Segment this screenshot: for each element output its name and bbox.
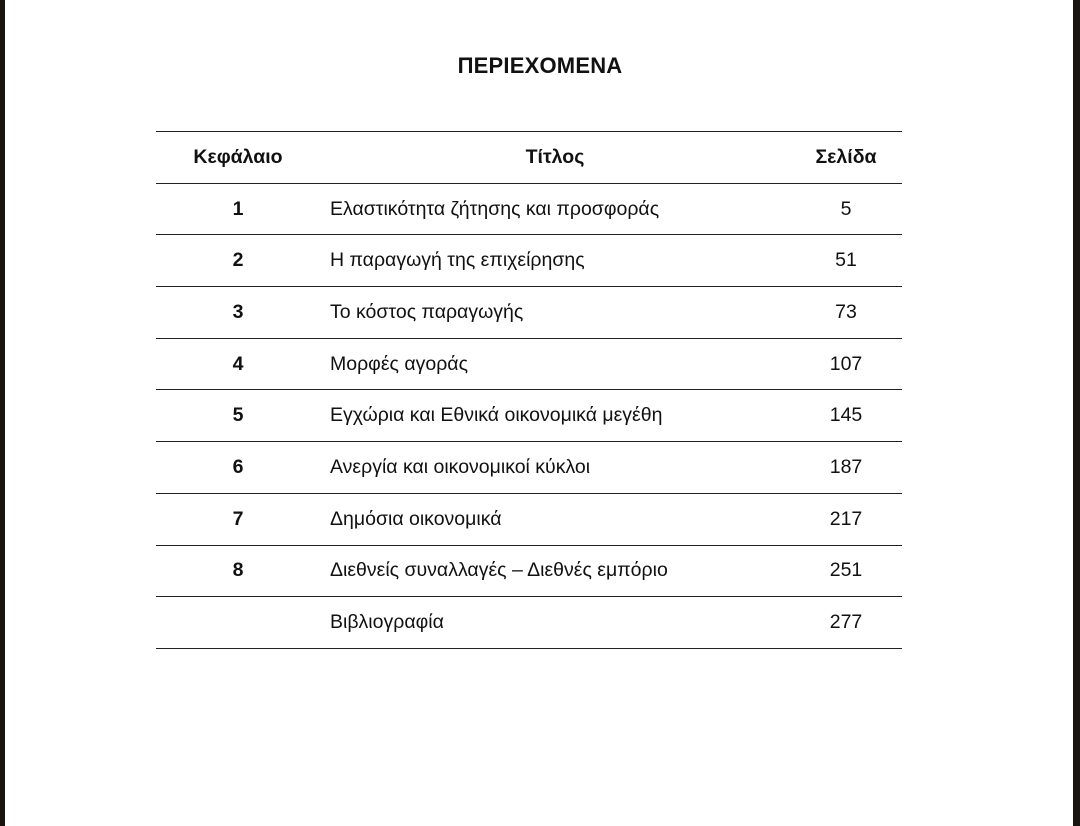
table-row (156, 597, 902, 649)
chapter-number: 3 (156, 287, 320, 339)
page-number: 73 (790, 287, 902, 339)
table-row (156, 545, 902, 597)
table-row (156, 235, 902, 287)
chapter-title: Εγχώρια και Εθνικά οικονομικά μεγέθη (320, 390, 790, 442)
chapter-number: 4 (156, 338, 320, 390)
page-number: 187 (790, 442, 902, 494)
table-row (156, 493, 902, 545)
chapter-number: 7 (156, 493, 320, 545)
chapter-title: Δημόσια οικονομικά (320, 493, 790, 545)
table-header-row (156, 132, 902, 184)
chapter-title: Βιβλιογραφία (320, 597, 790, 649)
page-number: 145 (790, 390, 902, 442)
table-row (156, 183, 902, 235)
chapter-title: Το κόστος παραγωγής (320, 287, 790, 339)
table-row (156, 390, 902, 442)
table-row (156, 338, 902, 390)
chapter-number: 8 (156, 545, 320, 597)
table-of-contents (156, 131, 902, 649)
header-chapter: Κεφάλαιο (156, 132, 320, 184)
chapter-title: Διεθνείς συναλλαγές – Διεθνές εμπόριο (320, 545, 790, 597)
page-number: 107 (790, 338, 902, 390)
chapter-title: Μορφές αγοράς (320, 338, 790, 390)
chapter-number: 2 (156, 235, 320, 287)
page-edge-left (0, 0, 5, 826)
page-edge-right (1073, 0, 1080, 826)
header-title: Τίτλος (320, 132, 790, 184)
table-row (156, 442, 902, 494)
header-page: Σελίδα (790, 132, 902, 184)
chapter-title: Ανεργία και οικονομικοί κύκλοι (320, 442, 790, 494)
page-number: 277 (790, 597, 902, 649)
page-number: 251 (790, 545, 902, 597)
chapter-number: 5 (156, 390, 320, 442)
chapter-title: Η παραγωγή της επιχείρησης (320, 235, 790, 287)
chapter-number (156, 597, 320, 649)
page-number: 51 (790, 235, 902, 287)
chapter-title: Ελαστικότητα ζήτησης και προσφοράς (320, 183, 790, 235)
page-number: 217 (790, 493, 902, 545)
page-title: ΠΕΡΙΕΧΟΜΕΝΑ (457, 53, 623, 78)
chapter-number: 6 (156, 442, 320, 494)
table-row (156, 287, 902, 339)
chapter-number: 1 (156, 183, 320, 235)
page-number: 5 (790, 183, 902, 235)
